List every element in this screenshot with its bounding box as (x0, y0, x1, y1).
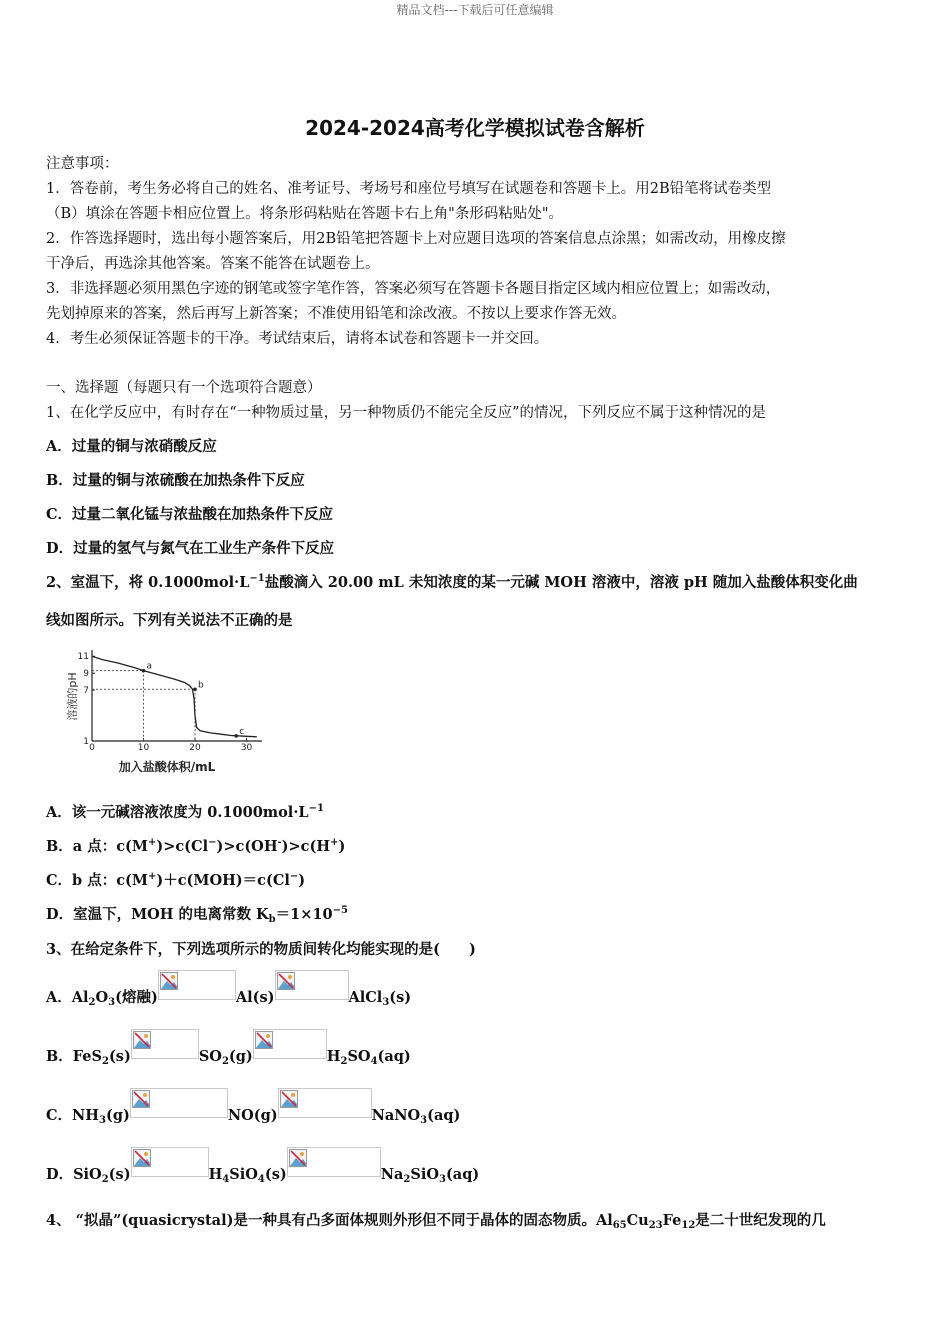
q4-stem: 4、 “拟晶”(quasicrystal)是一种具有凸多面体规则外形但不同于晶体的固态物质。$Al_{65}Cu_{23}Fe_{12}$是二十世纪发现的几 (46, 1212, 826, 1231)
q3-stem: 3、在给定条件下，下列选项所示的物质间转化均能实现的是( ) (46, 941, 476, 958)
notice-line: （B）填涂在答题卡相应位置上。将条形码粘贴在答题卡右上角"条形码粘贴处"。 (46, 206, 563, 222)
broken-image-icon (253, 1029, 327, 1059)
notice-line: 3．非选择题必须用黑色字迹的钢笔或签字笔作答，答案必须写在答题卡各题目指定区域内相应位置上；如需改动， (46, 281, 781, 297)
x-tick-label: 10 (137, 743, 150, 753)
q2-option-a: A．该一元碱溶液浓度为 $0.1000mol\cdot L^{-1}$ (46, 803, 324, 821)
point-label: b (198, 680, 204, 691)
page-title: 2024-2024高考化学模拟试卷含解析 (305, 116, 645, 140)
notice-line: 2．作答选择题时，选出每小题答案后，用2B铅笔把答题卡上对应题目选项的答案信息点涂黑；如需改动，用橡皮擦 (46, 231, 786, 247)
point-label: a (146, 661, 153, 672)
page-header: 精品文档---下载后可任意编辑 (396, 3, 554, 17)
broken-image-icon (131, 1029, 199, 1059)
point-b (193, 687, 197, 691)
q3-option-d: D．SiO$_2$(s) $H_4SiO_4(s)$ $Na_2SiO_3(aq)$ (46, 1147, 479, 1185)
broken-image-icon (275, 970, 349, 1000)
q3-option-b: B．FeS$_2$(s) $SO_2(g)$ $H_2SO_4(aq)$ (46, 1029, 411, 1067)
broken-image-icon (158, 970, 236, 1000)
notice-line: 干净后，再选涂其他答案。答案不能答在试题卷上。 (46, 256, 380, 272)
notice-heading: 注意事项： (46, 156, 119, 172)
q2-option-c: C．b 点：c(M+)＋c(MOH)＝c(Cl−) (46, 871, 306, 889)
ph-titration-chart (66, 644, 266, 779)
q1-option-c: C．过量二氧化锰与浓盐酸在加热条件下反应 (46, 506, 334, 523)
point-c (234, 734, 238, 738)
x-axis-label: 加入盐酸体积/mL (118, 760, 216, 774)
q2-option-d: D．室温下，MOH 的电离常数 $K_b=1\times 10^{-5}$ (46, 905, 348, 925)
q3-option-a: A．$Al_2O_3$(熔融) Al(s) AlCl$_3$(s) (46, 970, 411, 1008)
point-a (142, 669, 146, 673)
q3-option-c: C．$NH_3(g)$ NO(g) NaNO$_3$(aq) (46, 1088, 460, 1126)
q2-option-b: B．a 点：c(M+)>c(Cl−)>c(OH-)>c(H+) (46, 837, 346, 855)
notice-line: 先划掉原来的答案，然后再写上新答案；不准使用铅笔和涂改液。不按以上要求作答无效。 (46, 306, 626, 322)
x-tick-label: 30 (240, 743, 253, 753)
q1-option-a: A．过量的铜与浓硝酸反应 (46, 438, 217, 455)
q1-stem: 1、在化学反应中，有时存在“一种物质过量，另一种物质仍不能完全反应”的情况，下列反应不属于这种情况的是 (46, 405, 767, 421)
section-heading: 一、选择题（每题只有一个选项符合题意） (46, 380, 322, 396)
x-tick-label: 20 (189, 743, 201, 753)
y-tick-label: 7 (83, 686, 89, 697)
broken-image-icon (130, 1088, 228, 1118)
x-tick-label: 0 (89, 743, 95, 753)
y-tick-label: 9 (83, 669, 89, 680)
y-tick-label: 1 (83, 737, 89, 747)
broken-image-icon (287, 1147, 381, 1177)
q1-option-b: B．过量的铜与浓硫酸在加热条件下反应 (46, 472, 305, 489)
q2-stem-line1: 2、室温下，将 $0.1000mol\cdot L^{-1}$盐酸滴入 20.00 mL 未知浓度的某一元碱 MOH 溶液中，溶液 pH 随加入盐酸体积变化曲 (46, 573, 858, 591)
notice-line: 1．答卷前，考生务必将自己的姓名、准考证号、考场号和座位号填写在试题卷和答题卡上。用2B铅笔将试卷类型 (46, 181, 772, 197)
notice-line: 4．考生必须保证答题卡的干净。考试结束后，请将本试卷和答题卡一并交回。 (46, 331, 549, 347)
y-tick-label: 11 (77, 652, 89, 663)
y-axis-label: 溶液的pH (66, 672, 79, 721)
titration-curve (92, 656, 257, 737)
point-label: c (239, 726, 245, 737)
broken-image-icon (278, 1088, 372, 1118)
q2-stem-line2: 线如图所示。下列有关说法不正确的是 (46, 612, 293, 629)
q1-option-d: D．过量的氢气与氮气在工业生产条件下反应 (46, 540, 335, 557)
broken-image-icon (131, 1147, 209, 1177)
